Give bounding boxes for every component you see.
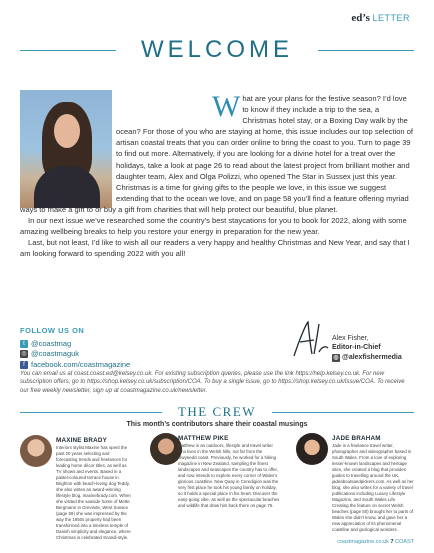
facebook-link[interactable]: f facebook.com/coastmagazine bbox=[20, 360, 170, 371]
crew-title: THE CREW bbox=[177, 404, 257, 419]
contributor-name: MATTHEW PIKE bbox=[178, 435, 229, 442]
crew-divider-left bbox=[20, 412, 162, 413]
crew-heading bbox=[20, 404, 414, 420]
divider-left bbox=[20, 50, 116, 51]
avatar bbox=[20, 435, 52, 467]
subscription-info: You can email us at coast.coast.ed@kelsey.co.uk. For existing subscription queries, please use the link https://help.kelsey.co.uk. For new subscription offers, go to https://shop.kelsey.co.uk/subscription/COA. To buy a single issue, go to https://shop.kelsey.co.uk/issue/COA. To receive our free weekly newsletter, sign up at coastmagazine.co.uk/newsletter. bbox=[20, 371, 405, 394]
crew-subtitle: This month’s contributors share their coastal musings bbox=[126, 421, 308, 428]
facebook-icon: f bbox=[20, 361, 28, 369]
contributor-bio: Jade is a freelance travel writer, photographer and videographer based in South Wales. From a love of exploring lesser-known landscapes and heritage sites, she created a blog that provides guides to travelling around the UK, jadeaboutsandpickers.com. As well as her blog, she also writes for a variety of travel publications including Luxury Lifestyle Magazine, and South Wales Life. Creating the feature on secret Welsh beaches (page 50) brought her to parts of Wales she didn’t know, and gave her a new appreciation of its phenomenal coastline and geological wonders. bbox=[332, 443, 414, 532]
welcome-heading bbox=[20, 36, 414, 66]
twitter-icon: t bbox=[20, 340, 28, 348]
letter-paragraph-1: hat are your plans for the festive season? I’d love to know if they include a trip to the sea, a Christmas hotel stay, or a Boxing Day walk by the ocean? For those of you who are staying at home, this issue includes our top selection of artisan coastal treats that you can order online to bring the coast to you. Turn to page 39 to find out more. Alternatively, if you are looking for a divine hotel for a treat over the holidays, take a look at page 26 to read about the latest project from brilliant mother and daughter team, Alex and Olga Polizzi, who opened The Star in Sussex just this year. Christmas is a time for giving gifts to the people we love, in this issue we suggest extending that to the ocean we love, and on page 58 you’ll find a feature offering myriad ways to make a gift to or buy a gift from charities that will help protect our beautiful, blue planet. bbox=[20, 94, 414, 214]
instagram-icon: ◎ bbox=[21, 351, 27, 358]
footer-brand: COAST bbox=[395, 539, 414, 545]
twitter-link[interactable]: t @coastmag bbox=[20, 339, 170, 350]
contributor-name: MAXINE BRADY bbox=[56, 437, 108, 444]
instagram-icon: ◎ bbox=[333, 354, 339, 361]
drop-cap: W bbox=[212, 90, 241, 123]
letter-paragraph-3: Last, but not least, I’d like to wish all our readers a very happy and healthy Christmas and New Year, and say that I am looking forward to spending 2022 with you all! bbox=[20, 238, 410, 259]
page-number: 7 bbox=[390, 539, 394, 545]
eds-label: ed’s bbox=[351, 12, 370, 24]
instagram-link[interactable]: ◎ @coastmaguk bbox=[21, 349, 80, 358]
letter-label: LETTER bbox=[372, 13, 410, 23]
page-title: WELCOME bbox=[140, 36, 293, 63]
editor-signoff bbox=[332, 334, 422, 362]
contributor-bio: Matthew is an outdoors, lifestyle and travel writer who lives in the Welsh hills, not far from the Gwynedd coast. Previously, he worked for a hiking magazine in New Zealand, sampling the finest landscapes and seascapes the country has to offer, and now intends to explore every corner of Wales’s glorious coastline. New Quay in Ceredigion was the very first place he took his young family on holiday, so it holds a special place in his heart. Discover the easy-going vibe, as well as the spectacular beaches and wildlife that draw him back there on page 76. bbox=[178, 443, 280, 508]
follow-heading: FOLLOW US ON bbox=[20, 326, 85, 335]
contributor-bio: Interiors stylist Maxine has spent the past 20 years selecting and forecasting trends and freelances for leading home décor titles, as well as TV shows and events. Based in a pastel-coloured terrace house in Brighton with beach-loving dog Teddy, she also writes an award-winning lifestyle blog, maxinebrady.com. When she visited the seaside home of Mette Bergmann in Grevinde, West Sussex (page 59) she was impressed by the way the 1950s property had been transformed into a timeless temple of Danish simplicity and elegance, where Christmas is celebrated Scandi-style. bbox=[56, 445, 131, 540]
divider-right bbox=[318, 50, 414, 51]
footer-site: coastmagazine.co.uk bbox=[337, 539, 389, 545]
header-tag bbox=[351, 12, 410, 24]
page-footer bbox=[337, 539, 414, 545]
editor-instagram[interactable]: ◎ @alexfishermedia bbox=[333, 353, 402, 361]
crew-divider-right bbox=[272, 412, 414, 413]
avatar bbox=[296, 433, 328, 465]
editor-signature bbox=[290, 318, 330, 362]
editor-letter bbox=[20, 90, 414, 259]
contributor-name: JADE BRAHAM bbox=[332, 435, 381, 442]
follow-us bbox=[20, 326, 170, 370]
letter-paragraph-2: In our next issue we’ve researched some the country’s best staycations for you to book for 2022, along with some amazing wellbeing breaks to help you restore your energy in preparation for the new year. bbox=[20, 216, 407, 237]
editor-name: Alex Fisher, bbox=[332, 335, 369, 342]
editor-role: Editor-in-Chief bbox=[332, 344, 381, 352]
